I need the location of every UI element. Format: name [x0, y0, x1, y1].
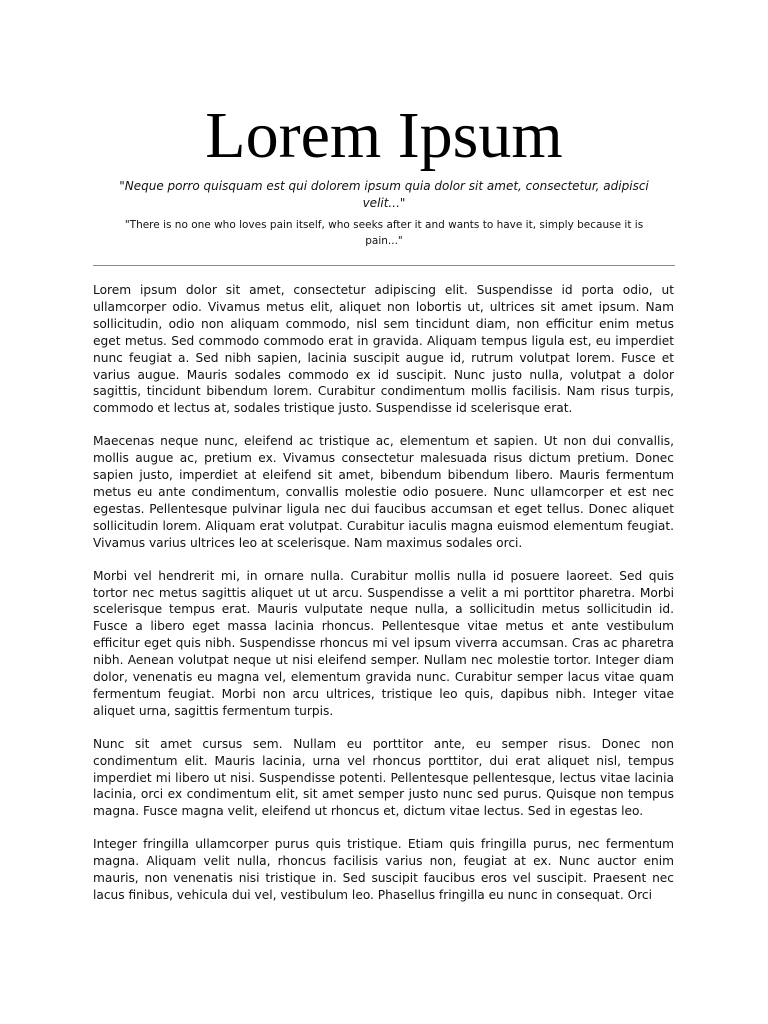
paragraph: Lorem ipsum dolor sit amet, consectetur adipiscing elit. Suspendisse id porta odio, ut ullamcorper odio. Vivamus metus elit, aliquet non lobortis ut, ultrices sit amet ipsum. Nam sollicitudin, odio non aliquam commodo, nisl sem tincidunt diam, non efficitur enim metus eget metus. Sed commodo commodo erat in gravida. Aliquam tempus ligula est, eu imperdiet nunc feugiat a. Sed nibh sapien, lacinia suscipit augue id, rutrum volutpat lorem. Fusce et varius augue. Mauris sodales commodo ex id suscipit. Nunc justo nulla, volutpat a dolor sagittis, tincidunt bibendum lorem. Curabitur condimentum mollis facilisis. Nam risus turpis, commodo et lectus at, sodales tristique justo. Suspendisse id scelerisque erat. [93, 283, 674, 416]
latin-quote: "Neque porro quisquam est qui dolorem ipsum quia dolor sit amet, consectetur, adipisci velit..." [119, 179, 649, 210]
horizontal-divider [93, 265, 675, 266]
paragraph: Maecenas neque nunc, eleifend ac tristique ac, elementum et sapien. Ut non dui convallis, mollis augue ac, pretium ex. Vivamus consectetur malesuada risus dictum pretium. Donec sapien justo, imperdiet at eleifend sit amet, bibendum bibendum libero. Mauris fermentum metus eu ante condimentum, convallis molestie odio posuere. Nunc ullamcorper et est nec egestas. Pellentesque pulvinar ligula nec dui faucibus accumsan et eget tellus. Donec aliquet sollicitudin lorem. Aliquam erat volutpat. Curabitur iaculis magna euismod elementum feugiat. Vivamus varius ultrices leo at scelerisque. Nam maximus sodales orci. [93, 434, 674, 550]
page-title: Lorem Ipsum [205, 99, 563, 172]
paragraph: Integer fringilla ullamcorper purus quis tristique. Etiam quis fringilla purus, nec fermentum magna. Aliquam velit nulla, rhoncus facilisis varius non, feugiat at ex. Nunc auctor enim mauris, non venenatis nisi tristique in. Sed suscipit faucibus eros vel suscipit. Praesent nec lacus finibus, vehicula dui vel, vestibulum leo. Phasellus fringilla eu nunc in consequat. Orci [93, 837, 674, 902]
english-quote: "There is no one who loves pain itself, who seeks after it and wants to have it, simply because it is pain..." [124, 219, 644, 247]
paragraph: Morbi vel hendrerit mi, in ornare nulla. Curabitur mollis nulla id posuere laoreet. Sed quis tortor nec metus sagittis aliquet ut ut arcu. Suspendisse a velit a mi porttitor pharetra. Morbi scelerisque tempus erat. Mauris vulputate neque nulla, a sollicitudin metus sollicitudin id. Fusce a libero eget massa lacinia rhoncus. Pellentesque vitae metus et ante vestibulum efficitur eget quis nibh. Suspendisse rhoncus mi vel ipsum viverra accumsan. Cras ac pharetra nibh. Aenean volutpat neque ut nisi eleifend semper. Nullam nec molestie tortor. Integer diam dolor, venenatis eu magna vel, elementum gravida nunc. Curabitur semper lacus vitae quam fermentum feugiat. Morbi non arcu ultrices, tristique leo quis, dapibus nibh. Integer vitae aliquet urna, sagittis fermentum turpis. [93, 568, 674, 718]
body-text [93, 282, 674, 920]
paragraph: Nunc sit amet cursus sem. Nullam eu porttitor ante, eu semper risus. Donec non condimentum elit. Mauris lacinia, urna vel rhoncus porttitor, dui erat aliquet nisl, tempus imperdiet mi libero ut nisi. Suspendisse potenti. Pellentesque pellentesque, lectus vitae lacinia lacinia, orci ex condimentum elit, sit amet semper justo nunc sed purus. Quisque non tempus magna. Fusce magna velit, eleifend ut rhoncus et, dictum vitae lectus. Sed in egestas leo. [93, 736, 674, 819]
